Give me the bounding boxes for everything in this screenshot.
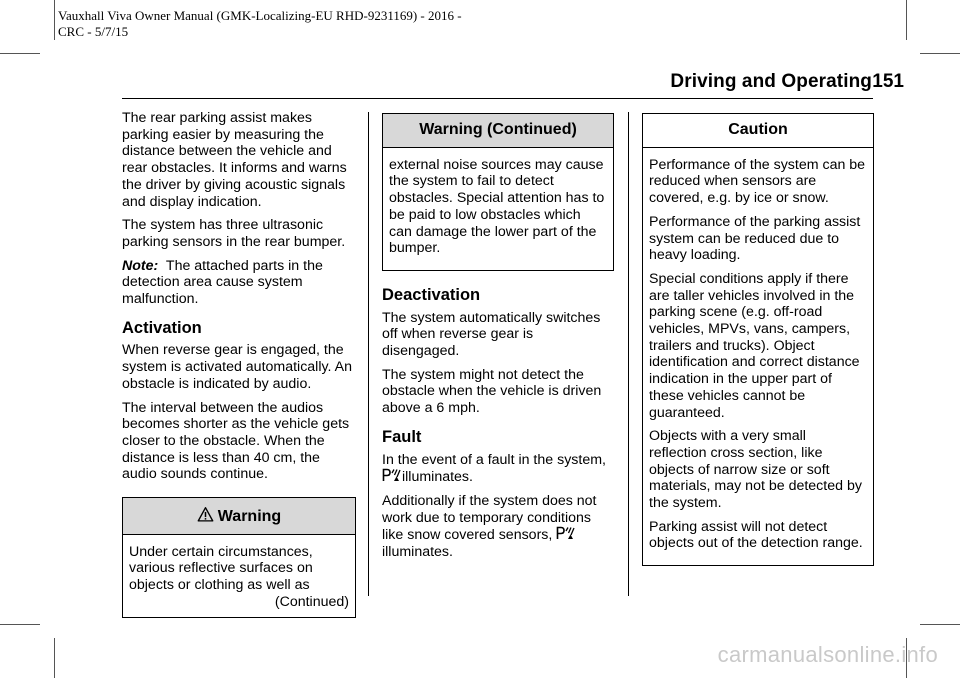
warning-title: Warning [217, 508, 282, 526]
fault-text: illuminates. [382, 544, 453, 561]
crop-mark [920, 53, 960, 54]
warning-box-header [123, 498, 355, 535]
deactivation-heading: Deactivation [382, 285, 481, 304]
warning-continued-box [382, 113, 614, 271]
warning-box-body [123, 535, 355, 617]
activation-paragraph: The interval between the audios becomes shorter as the vehicle gets closer to the obstacle. When the distance is less than 40 cm, the audio sounds continue. [122, 399, 350, 483]
intro-paragraph: The rear parking assist makes parking easier by measuring the distance between the vehicle and rear obstacles. It informs and warns the driver by giving acoustic signals and display indication. [122, 110, 347, 210]
warning-text: Under certain circumstances, various reflective surfaces on objects or clothing as well as [129, 543, 313, 594]
page-number: 151 [872, 71, 904, 92]
fault-text: Additionally if the system does not work due to temporary conditions like snow covered sensors, [382, 492, 597, 544]
crop-mark [54, 0, 55, 40]
warning-continued-text: external noise sources may cause the system to fail to detect obstacles. Special attention has to be paid to low obstacles which can damage the lower part of the bumper. [389, 156, 605, 257]
watermark: carmanualsonline.info [717, 642, 938, 667]
doc-header-line2: CRC - 5/7/15 [58, 24, 129, 39]
caution-box [642, 113, 874, 566]
activation-paragraph: When reverse gear is engaged, the system is activated automatically. An obstacle is indicated by audio. [122, 342, 352, 392]
warning-continued-body [383, 148, 613, 270]
activation-heading: Activation [122, 318, 202, 337]
note-label: Note: [122, 257, 159, 274]
column-divider [628, 112, 629, 596]
sensors-paragraph: The system has three ultrasonic parking sensors in the rear bumper. [122, 217, 346, 250]
caution-paragraph: Objects with a very small reflection cross section, like objects of narrow size or soft materials, may not be detected by the system. [649, 428, 862, 512]
parking-assist-icon [556, 526, 576, 540]
column-divider [368, 112, 369, 596]
warning-triangle-icon [197, 506, 214, 523]
deactivation-paragraph: The system might not detect the obstacle when the vehicle is driven above a 6 mph. [382, 366, 602, 417]
document-header [58, 8, 462, 40]
fault-heading: Fault [382, 427, 422, 446]
caution-paragraph: Performance of the parking assist system can be reduced due to heavy loading. [649, 213, 861, 264]
warning-continued-header: Warning (Continued) [383, 114, 613, 148]
caution-paragraph: Parking assist will not detect objects out of the detection range. [649, 518, 863, 552]
caution-paragraph: Performance of the system can be reduced when sensors are covered, e.g. by ice or snow. [649, 156, 866, 207]
crop-mark [920, 624, 960, 625]
parking-assist-icon [382, 468, 402, 482]
crop-mark [54, 638, 55, 678]
doc-header-line1: Vauxhall Viva Owner Manual (GMK-Localizing-EU RHD-9231169) - 2016 - [58, 8, 462, 23]
crop-mark [0, 53, 40, 54]
crop-mark [906, 0, 907, 40]
fault-paragraph [382, 452, 614, 486]
column-1 [122, 110, 356, 618]
continued-label: (Continued) [274, 593, 349, 610]
caution-paragraph: Special conditions apply if there are taller vehicles involved in the parking scene (e.g. off-road vehicles, MPVs, vans, campers, trailers and trucks). Object identification and correct distance indication in the upper part of these vehicles cannot be guaranteed. [649, 270, 860, 421]
deactivation-paragraph: The system automatically switches off when reverse gear is disengaged. [382, 309, 601, 360]
column-3 [642, 113, 874, 566]
warning-box [122, 497, 356, 618]
caution-box-header: Caution [643, 114, 873, 148]
fault-text: In the event of a fault in the system, [382, 451, 606, 468]
fault-paragraph [382, 493, 614, 561]
section-title: Driving and Operating [670, 71, 872, 92]
fault-text: illuminates. [402, 469, 473, 486]
caution-box-body [643, 148, 873, 565]
column-2 [382, 113, 614, 568]
crop-mark [0, 624, 40, 625]
note-paragraph [122, 258, 356, 308]
header-rule [122, 98, 873, 99]
note-text: The attached parts in the detection area cause system malfunction. [122, 257, 323, 308]
